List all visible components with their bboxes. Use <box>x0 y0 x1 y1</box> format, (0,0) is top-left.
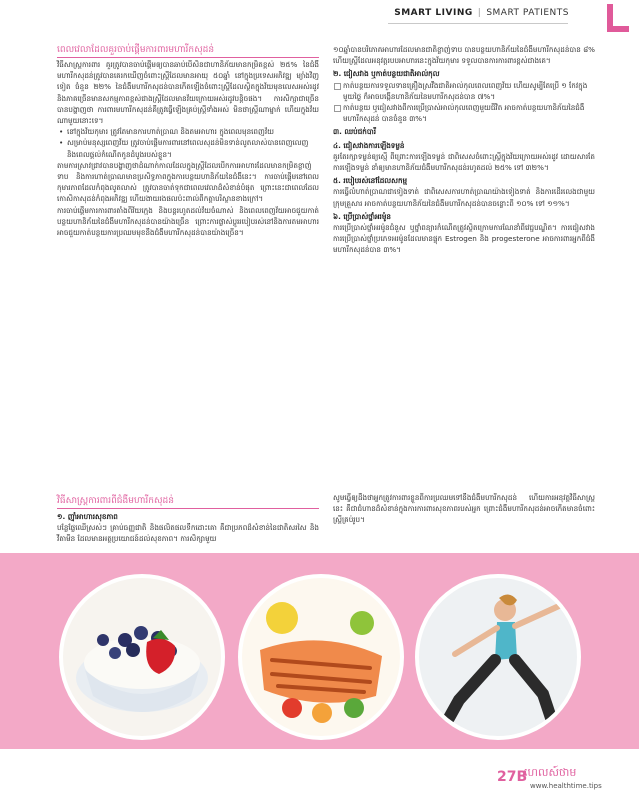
paragraph: ការចាប់ផ្តើមការការពារតាំងពីវ័យក្មេង និងបន្តរហូតដល់វ័យចំណាស់ និងពេលពេញវ័យអាចជួយកាត់បន្ថយហានិភ័យនៃជំងឺមហារីកសុដន់បានយ៉ាងច្រើន ព្រោះការផ្លាស់ប្តូររបៀបរស់នៅនិងការតមអាហារ អាចជួយកាត់បន្ថយការប្រឈមមុខនឹងជំងឺមហារីកសុដន់បានយ៉ាងច្រើន។ <box>57 205 319 238</box>
bullet-item: • នៅក្នុងវ័យកុមារ ត្រូវតែមានការហាត់ប្រាណ និងតមអាហារ ក្នុងពេលមុនពេញវ័យ <box>57 126 319 137</box>
numbered-heading: ៣. ឈប់ជក់បារី <box>333 127 376 137</box>
woman-stretching-image <box>415 574 581 740</box>
subsection-title: SMART PATIENTS <box>486 8 569 18</box>
numbered-heading: ១. ញ៉ាំអាហារសុខភាព <box>57 512 118 521</box>
paragraph: វិធីសាស្ត្រការពារ គួរត្រូវបានចាប់ផ្តើមឲ្យបានឆាប់បើសិនជាហានិភ័យមានកម្រិតខ្ពស់ ២៥% នៃជំងឺមហារីកសុដន់ត្រូវបានគេរកឃើញចំពោះស្ត្រីដែលមានអាយុ ៥០ឆ្នាំ នៅក្នុងប្រទេសអភិវឌ្ឍ ម្យ៉ាងវិញទៀត ចំនួន ២២% នៃជំងឺមហារីកសុដន់បានកើតឡើងចំពោះស្ត្រីដែលស្ថិតក្នុងវ័យមុនលេសអស់រដូវ និងភាគច្រើនមានសកម្មភាពខ្ពស់ជាងស្ត្រីដែលមានវ័យក្រោយអស់រដូវបន្តិចផង។ ការសិក្សាជាច្រើនបានបង្ហាញថា ការពារមហារីកសុដន់គឺត្រូវធ្វើឡើងគ្រប់ស្ត្រីទាំងអស់ មិនថាស្ត្រីណាម្នាក់ ហើយក្នុងវ័យណាមួយនោះទេ។ <box>57 60 319 126</box>
right-column <box>333 44 595 256</box>
numbered-heading: ៦. ប្រើប្រាស់ថ្នាំអរម៉ូន <box>333 211 391 221</box>
grilled-salmon-image <box>238 574 404 740</box>
paragraph: តាមការស្រាវជ្រាវបានបង្ហាញថាដំណាក់កាលដែលក្នុងស្ត្រីដែលបើកការអាហារដែលមានកម្រិតខ្លាញ់ទាប និងការហាត់ប្រាណមានប្រសិទ្ធភាពក្នុងការបន្ថយហានិភ័យនៃជំងឺនេះ។ ការចាប់ផ្តើមនៅពេលកុមារភាពដែលកំពុងលូតលាស់ ត្រូវបានចាត់ទុកជាពេលវេលាដ៏សំខាន់បំផុត ព្រោះនេះជាពេលដែលកោសិកាសុដន់កំពុងអភិវឌ្ឍ ហើយងាយរងផលប៉ះពាល់ពីកត្តាបរិស្ថានខាងក្រៅ។ <box>57 160 319 204</box>
lower-right-column <box>333 492 595 526</box>
bullet-item: • សម្រាប់មនុស្សពេញវ័យ ត្រូវចាប់ផ្តើមការពារនៅពេលសុដន់មិនទាន់លូតលាស់បានពេញលេញ និងពេលផ្តល់កំណើតកូនដំបូងរបស់ខ្លួន។ <box>57 137 319 159</box>
numbered-heading: ៤. ជៀសវាងការឡើងទម្ងន់ <box>333 140 405 150</box>
header-divider: | <box>477 8 482 18</box>
paragraph: សូមធ្វើឲ្យដឹងថាអ្នកត្រូវការពារខ្លួនពីការប្រឈមទៅនឹងជំងឺមហារីកសុដន់ ហើយការអនុវត្តវិធីសាស្ត្រនេះ គឺជាជំហានដ៏សំខាន់ក្នុងការការពារសុខភាពរបស់អ្នក ព្រោះជំងឺមហារីកសុដន់អាចកើតមានចំពោះស្ត្រីគ្រប់រូប។ <box>333 493 595 525</box>
paragraph: គួរតែរក្សាទម្ងន់ឲ្យស្មើ ពីព្រោះការឡើងទម្ងន់ ជាពិសេសចំពោះស្ត្រីក្នុងវ័យក្រោយអស់រដូវ ដោយសារតែការឡើងទម្ងន់ នាំឲ្យមានហានិភ័យជំងឺមហារីកសុដន់រហូតដល់ ២៥% ទៅ ៣២%។ <box>333 151 595 173</box>
paragraph: បន្លែផ្លែឈើស្រស់ៗ គ្រាប់ធញ្ញជាតិ និងផលិតផលទឹកដោះគោ គឺជាប្រភពដ៏សំខាន់នៃជាតិសរសៃ និងវីតាមីន ដែលមានអត្ថប្រយោជន៍ដល់សុខភាព។ ការសិក្សាមួយ <box>57 523 319 544</box>
checkbox-item: កាត់បន្ថយ ឬជៀសវាងពីការប្រើប្រាស់អាល់កុលពេញមួយជីវិត អាចកាត់បន្ថយហានិភ័យនៃជំងឺមហារីកសុដន់ បានចំនួន ៣%។ <box>333 102 595 124</box>
section-title: SMART LIVING <box>394 8 473 18</box>
corner-bracket-mark <box>607 4 629 32</box>
paragraph: ការធ្វើលំហាត់ប្រាណជាទៀងទាត់ ជាពិសេសការហាត់ប្រាណយ៉ាងទៀងទាត់ និងការដើរលេងជាមួយក្រុមគ្រួសារ អាចកាត់បន្ថយហានិភ័យនៃជំងឺមហារីកសុដន់បានចន្លោះពី ១០% ទៅ ១១%។ <box>333 187 595 208</box>
left-column <box>57 44 319 238</box>
page-header <box>394 8 569 18</box>
section-heading-when-to-start: ពេលវេលាដែលគួរចាប់ផ្តើមការពារមហារីកសុដន់ <box>57 44 319 58</box>
paragraph: ១០ឆ្នាំបានបរិភោគអាហារដែលមានជាតិខ្លាញ់ទាប បានបន្ថយហានិភ័យនៃជំងឺមហារីកសុដន់បាន ៨% ហើយស្ត្រីដែលអនុវត្តរបបអាហារនេះក្នុងវ័យកុមារ ទទួលបានការការពារខ្ពស់ជាងគេ។ <box>333 45 595 66</box>
magazine-url[interactable]: www.healthtime.tips <box>530 782 602 790</box>
lower-left-column <box>57 495 319 545</box>
magazine-name: ហេលស៍ថាម <box>524 766 577 779</box>
numbered-heading: ២. ជៀសវាង ឬកាត់បន្ថយជាតិអាល់កុល <box>333 69 440 79</box>
yogurt-berries-image <box>59 574 225 740</box>
paragraph: ការប្រើប្រាស់ថ្នាំអរម៉ូនជំនួស ឬថ្នាំពន្យារកំណើតត្រូវស្ថិតក្រោមការណែនាំពីវេជ្ជបណ្ឌិត។ ការជៀសវាងការប្រើប្រាស់ថ្នាំប្រភេទអរម៉ូនដែលមានផ្ទុក Estrogen និង progesterone អាចការពារអ្នកពីជំងឺមហារីកសុដន់បាន ៣%។ <box>333 223 595 255</box>
header-rule <box>388 23 568 24</box>
section-heading-prevention-methods: វិធីសាស្ត្រការពារពីជំងឺមហារីកសុដន់ <box>57 495 319 509</box>
numbered-heading: ៥. របៀបរស់នៅដែលសកម្ម <box>333 176 408 186</box>
page-number: 27B <box>497 769 528 785</box>
checkbox-item: កាត់បន្ថយការទទួលទានគ្រឿងស្រវឹងជាតិអាល់កុលពេលពេញវ័យ ហើយសូម្បីតែប្រើ ១ កែវក្នុងមួយថ្ងៃ ក៏អាចបង្កើនហានិភ័យនៃមហារីកសុដន់បាន ៧%។ <box>333 80 595 102</box>
